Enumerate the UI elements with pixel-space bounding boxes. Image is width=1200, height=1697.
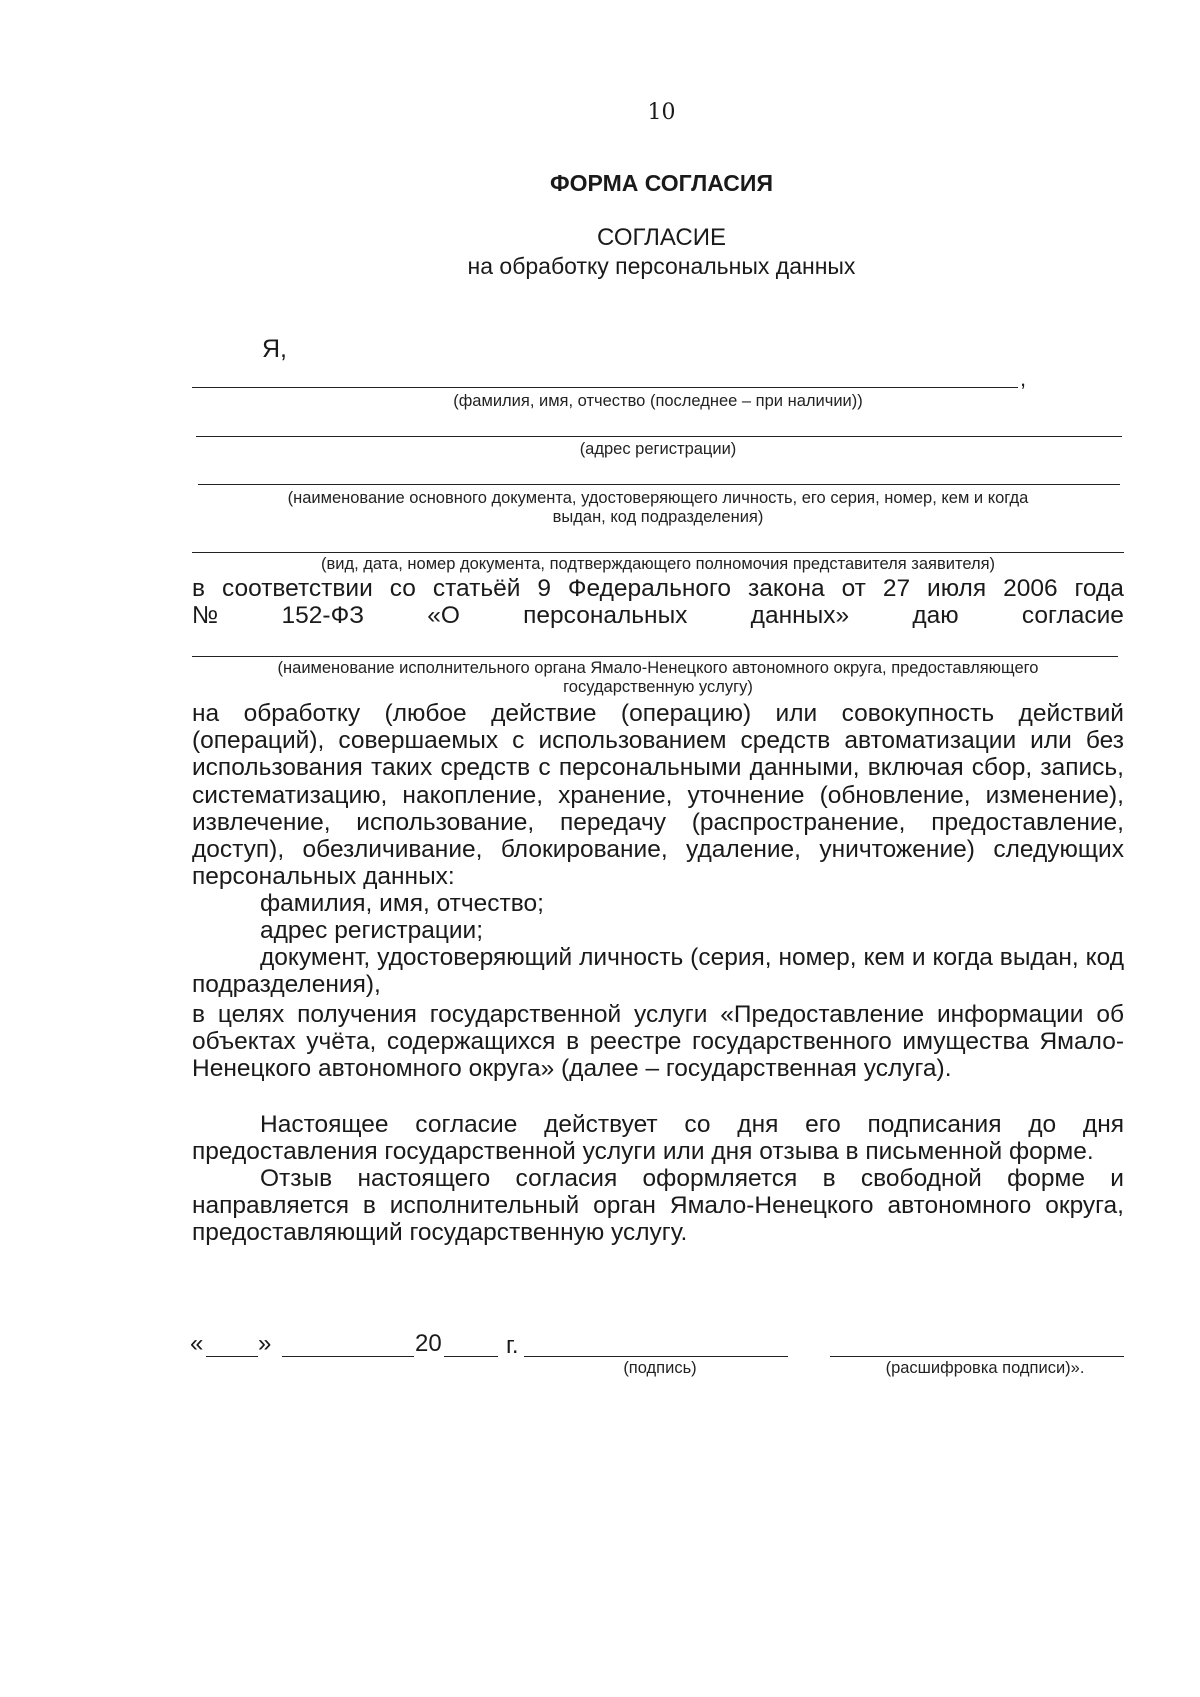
law-line1-word: закона	[748, 575, 825, 602]
document-title: СОГЛАСИЕ	[597, 224, 726, 251]
address-caption: (адрес регистрации)	[579, 440, 737, 458]
law-reference-line1	[192, 575, 1124, 603]
organ-field-line[interactable]	[192, 656, 1118, 657]
law-line1-word: 9	[537, 575, 551, 602]
fio-field-line[interactable]	[192, 387, 1018, 388]
law-line1-word: со	[389, 575, 416, 602]
date-quote-open: «	[190, 1330, 204, 1357]
law-line1-word: 27	[882, 575, 911, 602]
signature-caption: (подпись)	[623, 1359, 697, 1377]
law-line2-word: №	[192, 602, 219, 629]
data-item-address: адрес регистрации;	[260, 917, 484, 944]
law-line2-word: данных»	[750, 602, 850, 629]
processing-paragraph: на обработку (любое действие (операцию) или совокупность действий (операций), совершаемых с использованием средств автоматизации или без использования таких средств с персональными данными, включая сбор, запись, систематизацию, накопление, хранение, уточнение (обновление, изменение), извлечение, использование, передачу (распространение, предоставление, доступ), обезличивание, блокирование, удаление, уничтожение) следующих персональных данных:	[192, 700, 1124, 891]
revocation-paragraph: Отзыв настоящего согласия оформляется в свободной форме и направляется в исполнительный орган Ямало-Ненецкого автономного округа, предоставляющий государственную услугу.	[192, 1165, 1124, 1247]
signature-line[interactable]	[524, 1356, 788, 1357]
representative-caption: (вид, дата, номер документа, подтверждающего полномочия представителя заявителя)	[320, 555, 996, 573]
law-line1-word: статьёй	[432, 575, 521, 602]
validity-paragraph: Настоящее согласие действует со дня его подписания до дня предоставления государственной услуги или дня отзыва в письменной форме.	[192, 1111, 1124, 1166]
signature-decoding-line[interactable]	[830, 1356, 1124, 1357]
date-quote-close: »	[258, 1330, 272, 1357]
applicant-intro: Я,	[262, 335, 287, 363]
data-item-document: документ, удостоверяющий личность (серия, номер, кем и когда выдан, код подразделения),	[192, 944, 1124, 999]
law-line1-word: соответствии	[221, 575, 373, 602]
document-caption-line1: (наименование основного документа, удостоверяющего личность, его серия, номер, кем и когда	[287, 489, 1029, 507]
date-year-suffix: г.	[506, 1332, 519, 1359]
fio-caption: (фамилия, имя, отчество (последнее – при наличии))	[453, 392, 863, 410]
data-item-fio: фамилия, имя, отчество;	[260, 890, 544, 917]
organ-caption-line2: государственную услугу)	[563, 678, 753, 696]
form-title: ФОРМА СОГЛАСИЯ	[550, 170, 773, 196]
signature-decoding-caption: (расшифровка подписи)».	[885, 1359, 1085, 1377]
law-line1-word: от	[841, 575, 866, 602]
law-line1-word: в	[192, 575, 206, 602]
law-line2-word: «О	[427, 602, 460, 629]
law-line1-word: года	[1074, 575, 1124, 602]
law-reference-line2	[192, 602, 1124, 630]
law-line1-word: Федерального	[567, 575, 732, 602]
law-line1-word: 2006	[1003, 575, 1058, 602]
purpose-paragraph: в целях получения государственной услуги «Предоставление информации об объектах учёта, содержащихся в реестре государственного имущества Ямало-Ненецкого автономного округа» (далее – государственная услуга).	[192, 1001, 1124, 1083]
fio-field-comma: ,	[1020, 366, 1027, 391]
date-year-line[interactable]	[444, 1356, 498, 1357]
law-line2-word: даю	[912, 602, 959, 629]
representative-field-line[interactable]	[192, 552, 1124, 553]
document-caption-line2: выдан, код подразделения)	[552, 508, 764, 526]
address-field-line[interactable]	[196, 436, 1122, 437]
document-field-line[interactable]	[198, 484, 1120, 485]
law-line2-word: 152-ФЗ	[281, 602, 364, 629]
date-year-prefix: 20	[415, 1330, 442, 1357]
date-month-line[interactable]	[282, 1356, 414, 1357]
page-number: 10	[647, 100, 676, 125]
law-line2-word: персональных	[523, 602, 688, 629]
law-line2-word: согласие	[1021, 602, 1124, 629]
date-day-line[interactable]	[206, 1356, 258, 1357]
document-subtitle: на обработку персональных данных	[467, 253, 856, 279]
law-line1-word: июля	[927, 575, 987, 602]
organ-caption-line1: (наименование исполнительного органа Ямало-Ненецкого автономного округа, предоставляющего	[277, 659, 1039, 677]
